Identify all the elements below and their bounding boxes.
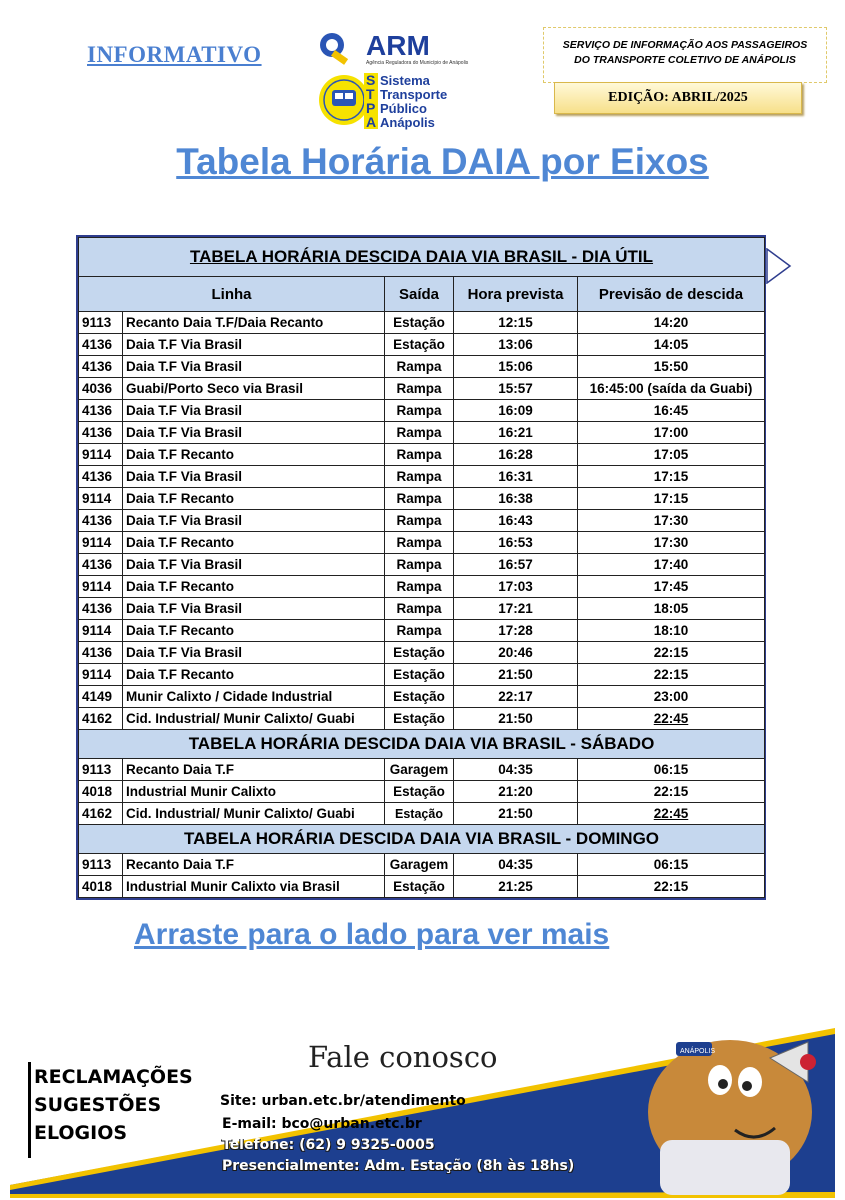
cell-arrival-forecast: 17:05 [578,444,765,466]
stpa-letter-s: S [366,72,376,88]
table-row [79,466,765,488]
cell-arrival-forecast: 17:30 [578,532,765,554]
cell-line-name: Daia T.F Via Brasil [123,422,385,444]
cell-departure-point: Rampa [385,400,454,422]
cell-scheduled-time: 21:50 [454,664,578,686]
cell-departure-point: Rampa [385,620,454,642]
cell-arrival-forecast: 23:00 [578,686,765,708]
service-info-box [543,27,827,83]
phone-text: Telefone: (62) 9 9325-0005 [222,1137,435,1153]
cell-line-name: Industrial Munir Calixto via Brasil [123,876,385,898]
informativo-label: INFORMATIVO [87,42,262,67]
cell-line-name: Daia T.F Recanto [123,488,385,510]
cell-arrival-forecast: 17:40 [578,554,765,576]
cell-scheduled-time: 16:21 [454,422,578,444]
cell-scheduled-time: 12:15 [454,312,578,334]
cell-scheduled-time: 16:57 [454,554,578,576]
cell-line-code: 4136 [79,400,123,422]
cell-scheduled-time: 22:17 [454,686,578,708]
table-row [79,664,765,686]
service-line-2: DO TRANSPORTE COLETIVO DE ANÁPOLIS [574,54,796,66]
cell-departure-point: Rampa [385,466,454,488]
cell-line-code: 4149 [79,686,123,708]
cell-line-code: 4136 [79,598,123,620]
cell-line-name: Daia T.F Via Brasil [123,334,385,356]
cell-line-name: Industrial Munir Calixto [123,781,385,803]
edition-badge: EDIÇÃO: ABRIL/2025 [554,82,802,114]
table-row [79,532,765,554]
cell-scheduled-time: 16:43 [454,510,578,532]
cell-scheduled-time: 21:20 [454,781,578,803]
cell-arrival-forecast: 16:45:00 (saída da Guabi) [578,378,765,400]
cell-departure-point: Estação [385,642,454,664]
cell-line-name: Daia T.F Via Brasil [123,356,385,378]
table-row [79,708,765,730]
cell-line-code: 9113 [79,312,123,334]
cell-departure-point: Estação [385,686,454,708]
swipe-hint: Arraste para o lado para ver mais [134,918,610,951]
table-row [79,422,765,444]
cell-line-name: Cid. Industrial/ Munir Calixto/ Guabi [123,803,385,825]
cell-arrival-forecast: 15:50 [578,356,765,378]
cell-line-code: 9114 [79,488,123,510]
cell-line-code: 9114 [79,576,123,598]
cell-line-code: 4018 [79,781,123,803]
cell-line-code: 9114 [79,664,123,686]
compliments-label: ELOGIOS [34,1122,128,1144]
table-row [79,510,765,532]
cell-line-name: Daia T.F Via Brasil [123,466,385,488]
cell-scheduled-time: 20:46 [454,642,578,664]
cell-departure-point: Estação [385,334,454,356]
cell-line-code: 4136 [79,356,123,378]
next-page-arrow-icon[interactable] [766,248,792,284]
cell-line-name: Daia T.F Via Brasil [123,510,385,532]
cell-arrival-forecast: 14:05 [578,334,765,356]
cell-departure-point: Rampa [385,422,454,444]
email-link[interactable]: E-mail: bco@urban.etc.br [222,1116,422,1132]
site-link[interactable]: Site: urban.etc.br/atendimento [220,1093,466,1109]
suggestions-label: SUGESTÕES [34,1094,162,1116]
cell-scheduled-time: 16:38 [454,488,578,510]
cell-line-code: 4136 [79,334,123,356]
cell-departure-point: Estação [385,664,454,686]
cell-departure-point: Rampa [385,378,454,400]
table-row [79,642,765,664]
arm-logo [318,28,483,68]
cell-arrival-forecast: 14:20 [578,312,765,334]
cell-arrival-forecast: 17:15 [578,466,765,488]
cell-departure-point: Estação [385,803,454,825]
column-header-hora-prevista: Hora prevista [454,277,578,312]
section-title: TABELA HORÁRIA DESCIDA DAIA VIA BRASIL - DIA ÚTIL [79,238,765,277]
contact-heading: Fale conosco [308,1040,498,1074]
table-row [79,803,765,825]
table-row [79,444,765,466]
cell-line-code: 4136 [79,554,123,576]
service-line-1: SERVIÇO DE INFORMAÇÃO AOS PASSAGEIROS [562,39,808,51]
complaints-label: RECLAMAÇÕES [34,1066,193,1088]
cell-line-code: 9114 [79,532,123,554]
cell-line-name: Daia T.F Recanto [123,444,385,466]
table-row [79,576,765,598]
cell-departure-point: Rampa [385,510,454,532]
cell-line-name: Guabi/Porto Seco via Brasil [123,378,385,400]
cell-arrival-forecast: 18:05 [578,598,765,620]
cell-arrival-forecast: 17:00 [578,422,765,444]
cell-scheduled-time: 16:53 [454,532,578,554]
cell-departure-point: Rampa [385,532,454,554]
column-header-previsao-descida: Previsão de descida [578,277,765,312]
cell-departure-point: Rampa [385,598,454,620]
table-row [79,400,765,422]
cell-departure-point: Rampa [385,444,454,466]
cell-arrival-forecast: 18:10 [578,620,765,642]
cell-scheduled-time: 13:06 [454,334,578,356]
cell-arrival-forecast: 17:45 [578,576,765,598]
cell-arrival-forecast: 16:45 [578,400,765,422]
cell-scheduled-time: 04:35 [454,759,578,781]
table-row [79,781,765,803]
table-row [79,488,765,510]
cell-line-name: Daia T.F Recanto [123,620,385,642]
cell-line-name: Munir Calixto / Cidade Industrial [123,686,385,708]
cell-line-code: 4036 [79,378,123,400]
table-row [79,620,765,642]
cell-line-name: Daia T.F Via Brasil [123,642,385,664]
cell-arrival-forecast: 17:30 [578,510,765,532]
cell-line-name: Recanto Daia T.F [123,854,385,876]
cell-arrival-forecast: 22:15 [578,781,765,803]
section-header [79,730,765,759]
table-row [79,312,765,334]
cell-departure-point: Rampa [385,356,454,378]
cell-arrival-forecast: 22:15 [578,664,765,686]
cell-departure-point: Estação [385,781,454,803]
cell-line-code: 9113 [79,759,123,781]
stpa-line-1: Sistema [380,73,430,88]
cell-scheduled-time: 17:21 [454,598,578,620]
cell-line-code: 4018 [79,876,123,898]
page-title: Tabela Horária DAIA por Eixos [176,141,709,182]
stpa-letter-t: T [366,86,375,102]
cell-line-name: Daia T.F Recanto [123,664,385,686]
cell-arrival-forecast: 22:15 [578,876,765,898]
cell-line-name: Daia T.F Recanto [123,576,385,598]
schedule-table [76,235,766,900]
cell-scheduled-time: 21:50 [454,708,578,730]
stpa-line-4: Anápolis [380,115,435,130]
section-title: TABELA HORÁRIA DESCIDA DAIA VIA BRASIL - SÁBADO [79,730,765,759]
cell-line-code: 4162 [79,708,123,730]
table-row [79,686,765,708]
cell-departure-point: Estação [385,312,454,334]
cell-scheduled-time: 17:28 [454,620,578,642]
table-row [79,759,765,781]
section-header [79,825,765,854]
stpa-logo [318,70,488,130]
cell-arrival-forecast: 22:45 [578,803,765,825]
table-row [79,554,765,576]
cell-line-code: 9114 [79,620,123,642]
table-row [79,356,765,378]
cell-line-name: Daia T.F Via Brasil [123,554,385,576]
cell-line-name: Daia T.F Via Brasil [123,598,385,620]
cell-departure-point: Estação [385,876,454,898]
arm-logo-subtitle: Agência Reguladora do Município de Anápolis [366,60,469,66]
table-row [79,378,765,400]
cell-line-code: 4136 [79,510,123,532]
cell-arrival-forecast: 06:15 [578,854,765,876]
cell-scheduled-time: 04:35 [454,854,578,876]
section-header [79,238,765,277]
cell-arrival-forecast: 22:15 [578,642,765,664]
cell-scheduled-time: 16:09 [454,400,578,422]
cell-scheduled-time: 21:50 [454,803,578,825]
stpa-letter-a: A [366,114,377,130]
cell-scheduled-time: 17:03 [454,576,578,598]
cell-arrival-forecast: 17:15 [578,488,765,510]
cell-scheduled-time: 21:25 [454,876,578,898]
cell-departure-point: Estação [385,708,454,730]
cell-line-name: Daia T.F Recanto [123,532,385,554]
cell-scheduled-time: 16:31 [454,466,578,488]
cell-line-code: 4136 [79,642,123,664]
cell-line-name: Recanto Daia T.F/Daia Recanto [123,312,385,334]
table-row [79,598,765,620]
cell-scheduled-time: 16:28 [454,444,578,466]
table-row [79,854,765,876]
table-row [79,876,765,898]
stpa-line-3: Público [380,101,427,116]
cell-departure-point: Rampa [385,488,454,510]
cell-departure-point: Rampa [385,576,454,598]
column-header-row [79,277,765,312]
column-header-linha: Linha [79,277,385,312]
cell-line-code: 9114 [79,444,123,466]
in-person-text: Presencialmente: Adm. Estação (8h às 18hs) [222,1158,575,1174]
cell-departure-point: Garagem [385,854,454,876]
cell-line-name: Daia T.F Via Brasil [123,400,385,422]
cell-departure-point: Garagem [385,759,454,781]
cell-line-name: Recanto Daia T.F [123,759,385,781]
arm-logo-text: ARM [366,30,430,61]
cell-line-code: 4136 [79,422,123,444]
cell-arrival-forecast: 06:15 [578,759,765,781]
section-title: TABELA HORÁRIA DESCIDA DAIA VIA BRASIL - DOMINGO [79,825,765,854]
cell-scheduled-time: 15:06 [454,356,578,378]
cell-scheduled-time: 15:57 [454,378,578,400]
stpa-line-2: Transporte [380,87,448,102]
column-header-saida: Saída [385,277,454,312]
cell-line-code: 4162 [79,803,123,825]
cell-arrival-forecast: 22:45 [578,708,765,730]
cell-line-code: 4136 [79,466,123,488]
bus-sign-text: ANÁPOLIS [680,1048,716,1055]
cell-departure-point: Rampa [385,554,454,576]
table-row [79,334,765,356]
cell-line-code: 9113 [79,854,123,876]
stpa-letter-p: P [366,100,376,116]
cell-line-name: Cid. Industrial/ Munir Calixto/ Guabi [123,708,385,730]
